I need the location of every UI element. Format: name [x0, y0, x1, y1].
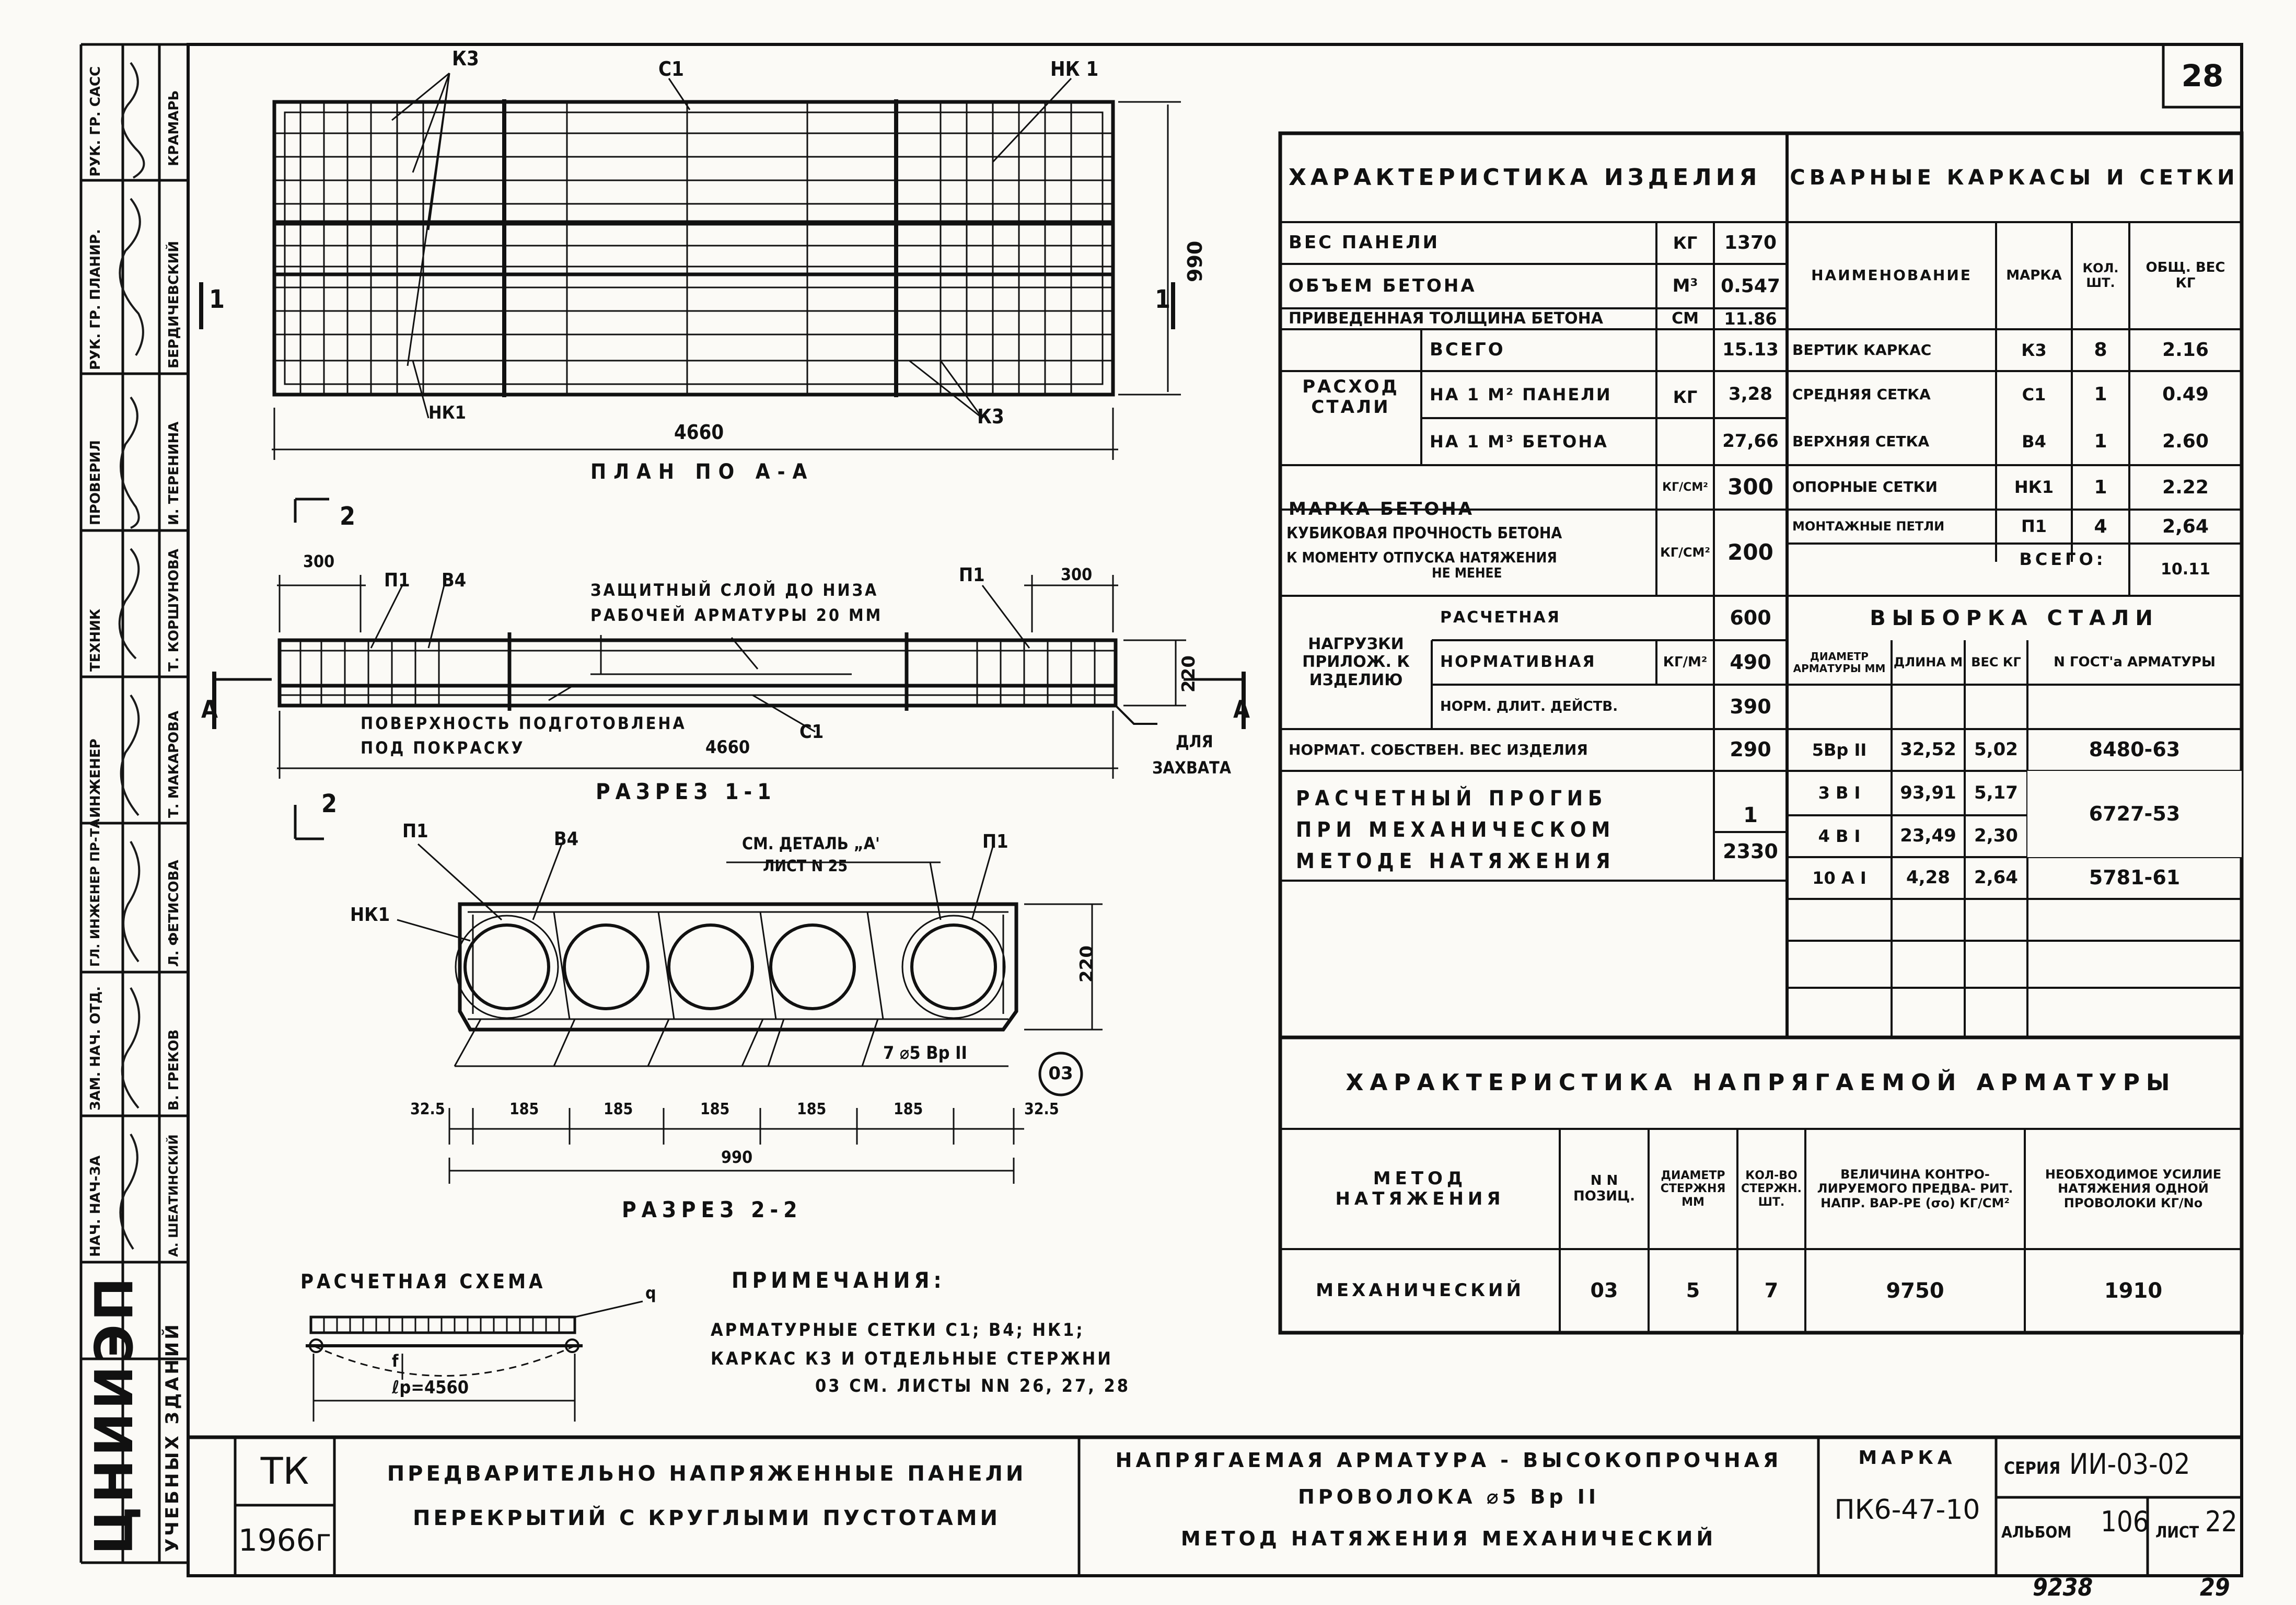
sec2-rebar: 7 ⌀5 Вр II: [883, 1043, 967, 1064]
steel-head-weight: ВЕС КГ: [1971, 654, 2021, 669]
plan-label-nk1-bottom: НК1: [428, 402, 466, 423]
stamp-role-5: ИНЖЕНЕР: [88, 738, 103, 818]
stamp-role-8: НАЧ. НАЧ-ЗА: [88, 1155, 103, 1257]
prestress-title: ХАРАКТЕРИСТИКА НАПРЯГАЕМОЙ АРМАТУРЫ: [1346, 1069, 2176, 1096]
prestress-force: 1910: [2104, 1279, 2163, 1303]
steel-r4-len: 4,28: [1906, 867, 1950, 888]
frames-head-name: НАИМЕНОВАНИЕ: [1811, 267, 1972, 284]
char-table-title: ХАРАКТЕРИСТИКА ИЗДЕЛИЯ: [1289, 164, 1761, 191]
sec1-title: РАЗРЕЗ 1-1: [596, 779, 776, 804]
cut-mark-2-top: 2: [340, 502, 356, 531]
frames-r1-qty: 8: [2094, 339, 2107, 361]
frames-r4-name: ОПОРНЫЕ СЕТКИ: [1792, 478, 1938, 496]
stamp-role-1: РУК. ГР. САСС: [88, 66, 103, 177]
plan-dim-length: 4660: [674, 421, 724, 444]
arrow-a-right: А: [1233, 695, 1250, 723]
steel-r4-diam: 10 А I: [1812, 868, 1866, 888]
row-loads-label: НАГРУЗКИ ПРИЛОЖ. К ИЗДЕЛИЮ: [1302, 634, 1410, 689]
row-deflection-den: 2330: [1723, 840, 1778, 863]
sheet-number: 28: [2181, 57, 2224, 94]
row-grade-value: 300: [1727, 474, 1773, 500]
row-deflection-label-1: РАСЧЕТНЫЙ ПРОГИБ: [1296, 787, 1608, 811]
frames-r4-mark: НК1: [2014, 477, 2054, 498]
sec1-label-c1: С1: [799, 721, 824, 743]
sec1-note-surface-2: ПОД ПОКРАСКУ: [361, 738, 525, 758]
section1-mark-right: 1: [1155, 285, 1171, 314]
sec1-grip-1: ДЛЯ: [1176, 732, 1213, 752]
sec2-pos-mark: 03: [1048, 1063, 1073, 1084]
title-album-label: АЛЬБОМ: [2001, 1523, 2072, 1542]
row-strength-value: 200: [1727, 539, 1773, 565]
prestress-head-force: НЕОБХОДИМОЕ УСИЛИЕ НАТЯЖЕНИЯ ОДНОЙ ПРОВОЛОКИ КГ/Nо: [2045, 1167, 2222, 1210]
frames-r3-name: ВЕРХНЯЯ СЕТКА: [1792, 432, 1930, 450]
sec1-dim-length: 4660: [705, 737, 750, 758]
sec1-note-cover-1: ЗАЩИТНЫЙ СЛОЙ ДО НИЗА: [590, 580, 879, 600]
sec2-detail-2: ЛИСТ N 25: [763, 857, 848, 875]
plan-label-k3-top: К3: [452, 47, 479, 70]
row-loads-sub3-value: 390: [1730, 695, 1771, 718]
prestress-head-stress: ВЕЛИЧИНА КОНТРО- ЛИРУЕМОГО ПРЕДВА- РИТ. НАПР. ВАР-РЕ (σо) КГ/СМ²: [1817, 1167, 2013, 1210]
sec2-dim-7: 32.5: [1024, 1100, 1059, 1118]
stamp-role-3: ПРОВЕРИЛ: [88, 440, 103, 525]
steel-r1-gost: 8480-63: [2089, 738, 2181, 761]
notes-line-3: 03 СМ. ЛИСТЫ NN 26, 27, 28: [815, 1376, 1131, 1396]
row-steel-sub3-value: 27,66: [1722, 431, 1779, 452]
steel-r4-wt: 2,64: [1974, 867, 2018, 888]
title-desc-2: ПРОВОЛОКА ⌀5 Вр II: [1297, 1485, 1599, 1509]
section1-mark-left: 1: [209, 285, 225, 314]
row-selfweight-label: НОРМАТ. СОБСТВЕН. ВЕС ИЗДЕЛИЯ: [1289, 741, 1588, 758]
frames-r2-name: СРЕДНЯЯ СЕТКА: [1792, 385, 1931, 403]
row-weight-label: ВЕС ПАНЕЛИ: [1289, 232, 1440, 253]
frames-r4-weight: 2.22: [2162, 476, 2209, 498]
sec2-dim-5: 185: [797, 1100, 827, 1118]
sec2-dim-3: 185: [604, 1100, 633, 1118]
frames-total-label: ВСЕГО:: [2019, 549, 2106, 569]
sec2-dim-2: 185: [509, 1100, 539, 1118]
notes-line-1: АРМАТУРНЫЕ СЕТКИ С1; В4; НК1;: [711, 1320, 1085, 1341]
stamp-name-7: В. ГРЕКОВ: [166, 1029, 182, 1111]
stamp-role-7: ЗАМ. НАЧ. ОТД.: [88, 986, 103, 1111]
title-name-1: ПРЕДВАРИТЕЛЬНО НАПРЯЖЕННЫЕ ПАНЕЛИ: [387, 1462, 1027, 1486]
frames-r2-weight: 0.49: [2162, 384, 2209, 406]
frames-r2-qty: 1: [2094, 384, 2107, 406]
steel-table-title: ВЫБОРКА СТАЛИ: [1870, 606, 2159, 630]
sec1-label-v4: В4: [442, 570, 467, 591]
plan-title: ПЛАН ПО А-А: [590, 460, 815, 484]
frames-r5-qty: 4: [2094, 515, 2107, 537]
sec1-dim-left: 300: [303, 551, 335, 571]
sec1-note-cover-2: РАБОЧЕЙ АРМАТУРЫ 20 ММ: [590, 605, 883, 625]
plan-dim-width: 990: [1184, 240, 1207, 282]
row-volume-unit: М³: [1672, 275, 1698, 296]
frames-r5-mark: П1: [2021, 516, 2047, 537]
sec2-label-p1-right: П1: [982, 831, 1008, 852]
stamp-name-2: БЕРДИЧЕВСКИЙ: [166, 241, 182, 368]
frames-r5-weight: 2,64: [2162, 515, 2209, 537]
frames-r1-weight: 2.16: [2162, 339, 2209, 361]
row-thickness-value: 11.86: [1724, 308, 1777, 329]
row-thickness-unit: СМ: [1672, 309, 1699, 328]
steel-r2-diam: 3 В I: [1818, 783, 1861, 803]
row-weight-unit: КГ: [1673, 233, 1698, 253]
stamp-name-6: Л. ФЕТИСОВА: [166, 860, 182, 967]
footer-number-left: 9238: [2033, 1573, 2093, 1601]
title-series-label: СЕРИЯ: [2004, 1458, 2061, 1478]
frames-head-weight: ОБЩ. ВЕС КГ: [2146, 259, 2225, 291]
prestress-diam: 5: [1686, 1279, 1700, 1302]
row-loads-unit: КГ/М²: [1663, 654, 1708, 670]
sec2-dim-total: 990: [721, 1147, 753, 1167]
frames-head-mark: МАРКА: [2006, 267, 2062, 283]
frames-r5-name: МОНТАЖНЫЕ ПЕТЛИ: [1792, 518, 1945, 534]
stamp-name-5: Т. МАКАРОВА: [166, 710, 182, 818]
row-thickness-label: ПРИВЕДЕННАЯ ТОЛЩИНА БЕТОНА: [1289, 309, 1603, 328]
row-steel-unit: КГ: [1673, 387, 1698, 407]
plan-label-k3-bottom: К3: [977, 405, 1004, 428]
sec1-note-surface-1: ПОВЕРХНОСТЬ ПОДГОТОВЛЕНА: [361, 713, 687, 733]
steel-r1-wt: 5,02: [1974, 739, 2018, 760]
title-desc-1: НАПРЯГАЕМАЯ АРМАТУРА - ВЫСОКОПРОЧНАЯ: [1115, 1449, 1782, 1472]
scheme-load: q: [645, 1283, 656, 1303]
frames-r4-qty: 1: [2094, 476, 2107, 498]
scheme-title: РАСЧЕТНАЯ СХЕМА: [300, 1270, 546, 1293]
steel-r2-gost: 6727-53: [2027, 771, 2242, 857]
title-name-2: ПЕРЕКРЫТИЙ С КРУГЛЫМИ ПУСТОТАМИ: [412, 1506, 1001, 1530]
row-steel-sub2-label: НА 1 М² ПАНЕЛИ: [1430, 384, 1612, 405]
frames-r3-weight: 2.60: [2162, 431, 2209, 453]
row-volume-label: ОБЪЕМ БЕТОНА: [1289, 275, 1477, 296]
row-deflection-label-2: ПРИ МЕХАНИЧЕСКОМ: [1296, 818, 1616, 842]
arrow-a-left: А: [201, 695, 218, 723]
frames-table-title: СВАРНЫЕ КАРКАСЫ И СЕТКИ: [1790, 166, 2239, 190]
row-loads-sub1-value: 600: [1730, 606, 1771, 629]
steel-r1-len: 32,52: [1900, 739, 1956, 760]
row-loads-sub1-label: РАСЧЕТНАЯ: [1440, 608, 1561, 627]
sec2-label-v4: В4: [554, 828, 579, 850]
title-tk: ТК: [260, 1449, 309, 1493]
title-sheet-label: ЛИСТ: [2155, 1523, 2199, 1542]
row-deflection-label-3: МЕТОДЕ НАТЯЖЕНИЯ: [1296, 849, 1616, 873]
sec2-dim-height: 220: [1076, 945, 1097, 983]
row-selfweight-value: 290: [1730, 738, 1771, 761]
sec1-dim-right: 300: [1061, 564, 1093, 584]
steel-r3-wt: 2,30: [1974, 825, 2018, 847]
stamp-name-1: КРАМАРЬ: [166, 90, 182, 166]
sec2-label-nk1: НК1: [350, 904, 390, 926]
steel-head-diameter: ДИАМЕТР АРМАТУРЫ ММ: [1793, 650, 1886, 675]
title-marka-label: МАРКА: [1858, 1447, 1956, 1469]
frames-r1-mark: К3: [2021, 340, 2047, 360]
prestress-head-diam: ДИАМЕТР СТЕРЖНЯ ММ: [1660, 1169, 1726, 1209]
notes-title: ПРИМЕЧАНИЯ:: [732, 1267, 946, 1293]
frames-r2-mark: С1: [2022, 384, 2046, 405]
steel-r3-len: 23,49: [1900, 825, 1956, 847]
sec2-dim-4: 185: [700, 1100, 730, 1118]
row-strength-label-2: К МОМЕНТУ ОТПУСКА НАТЯЖЕНИЯ: [1286, 549, 1557, 566]
sec2-title: РАЗРЕЗ 2-2: [622, 1197, 803, 1222]
prestress-qty: 7: [1764, 1279, 1779, 1302]
scheme-deflection: f: [392, 1351, 399, 1371]
steel-r2-len: 93,91: [1900, 782, 1956, 803]
prestress-stress: 9750: [1886, 1279, 1944, 1303]
row-steel-sub2-value: 3,28: [1729, 384, 1772, 405]
sec1-label-p1-left: П1: [384, 570, 410, 591]
stamp-role-2: РУК. ГР. ПЛАНИР.: [88, 229, 103, 370]
row-steel-label: РАСХОД СТАЛИ: [1302, 376, 1399, 418]
row-loads-sub2-label: НОРМАТИВНАЯ: [1440, 653, 1596, 672]
row-loads-sub3-label: НОРМ. ДЛИТ. ДЕЙСТВ.: [1440, 698, 1618, 714]
stamp-name-3: И. ТЕРЕНИНА: [166, 421, 182, 525]
steel-head-length: ДЛИНА М: [1893, 654, 1963, 669]
row-steel-sub1-label: ВСЕГО: [1430, 339, 1505, 361]
row-deflection-num: 1: [1714, 800, 1787, 833]
frames-r1-name: ВЕРТИК КАРКАС: [1792, 341, 1932, 359]
steel-r2-wt: 5,17: [1974, 782, 2018, 803]
footer-number-right: 29: [2200, 1573, 2230, 1601]
row-strength-label-3: НЕ МЕНЕЕ: [1432, 565, 1502, 581]
stamp-name-8: А. ШЕАТИНСКИЙ: [166, 1134, 181, 1257]
scheme-span: ℓp=4560: [392, 1377, 469, 1398]
steel-head-gost: N ГОСТ'а АРМАТУРЫ: [2054, 654, 2216, 670]
title-marka: ПК6-47-10: [1834, 1494, 1980, 1526]
prestress-head-pos: N N ПОЗИЦ.: [1573, 1173, 1636, 1204]
notes-line-2: КАРКАС К3 И ОТДЕЛЬНЫЕ СТЕРЖНИ: [711, 1348, 1113, 1369]
sec1-dim-height: 220: [1178, 655, 1199, 692]
row-steel-sub1-value: 15.13: [1722, 339, 1779, 361]
plan-label-c1: С1: [658, 57, 684, 80]
prestress-method: МЕХАНИЧЕСКИЙ: [1316, 1280, 1524, 1301]
title-sheet: 22: [2205, 1505, 2237, 1538]
steel-r4-gost: 5781-61: [2089, 866, 2181, 890]
row-strength-label-1: КУБИКОВАЯ ПРОЧНОСТЬ БЕТОНА: [1286, 524, 1562, 542]
row-volume-value: 0.547: [1721, 275, 1780, 297]
row-weight-value: 1370: [1724, 232, 1777, 254]
sec2-detail-1: СМ. ДЕТАЛЬ „А': [742, 834, 880, 853]
row-loads-sub2-value: 490: [1730, 650, 1771, 674]
prestress-head-qty: КОЛ-ВО СТЕРЖН. ШТ.: [1741, 1169, 1802, 1209]
stamp-role-4: ТЕХНИК: [88, 608, 103, 672]
stamp-name-4: Т. КОРШУНОВА: [166, 548, 182, 672]
steel-r1-diam: 5Вр II: [1812, 740, 1867, 760]
stamp-role-6: ГЛ. ИНЖЕНЕР ПР-ТА: [88, 818, 102, 967]
title-album: 106: [2101, 1505, 2149, 1538]
prestress-pos: 03: [1590, 1279, 1618, 1302]
sec2-dim-1: 32.5: [410, 1100, 445, 1118]
title-year: 1966г: [238, 1522, 332, 1558]
frames-head-qty: КОЛ. ШТ.: [2082, 260, 2119, 290]
org-logo: ЦНИИЭП: [84, 1274, 145, 1555]
sec1-grip-2: ЗАХВАТА: [1152, 758, 1232, 778]
steel-r3-diam: 4 В I: [1818, 826, 1861, 846]
cut-mark-2-bottom: 2: [321, 789, 338, 818]
org-subtitle: УЧЕБНЫХ ЗДАНИЙ: [162, 1322, 183, 1552]
sec2-dim-6: 185: [894, 1100, 923, 1118]
plan-label-nk1-top: НК 1: [1050, 57, 1099, 80]
sec1-label-p1-right: П1: [959, 564, 985, 586]
prestress-head-method: МЕТОД НАТЯЖЕНИЯ: [1335, 1168, 1505, 1209]
row-grade-unit: КГ/СМ²: [1662, 480, 1708, 494]
title-desc-3: МЕТОД НАТЯЖЕНИЯ МЕХАНИЧЕСКИЙ: [1180, 1527, 1717, 1551]
frames-r3-qty: 1: [2094, 431, 2107, 453]
sec2-label-p1-left: П1: [402, 821, 428, 842]
frames-r3-mark: В4: [2022, 431, 2046, 452]
row-strength-unit: КГ/СМ²: [1660, 545, 1710, 560]
title-series: ИИ-03-02: [2069, 1448, 2190, 1481]
frames-total-value: 10.11: [2161, 560, 2210, 579]
row-steel-sub3-label: НА 1 М³ БЕТОНА: [1430, 431, 1608, 452]
